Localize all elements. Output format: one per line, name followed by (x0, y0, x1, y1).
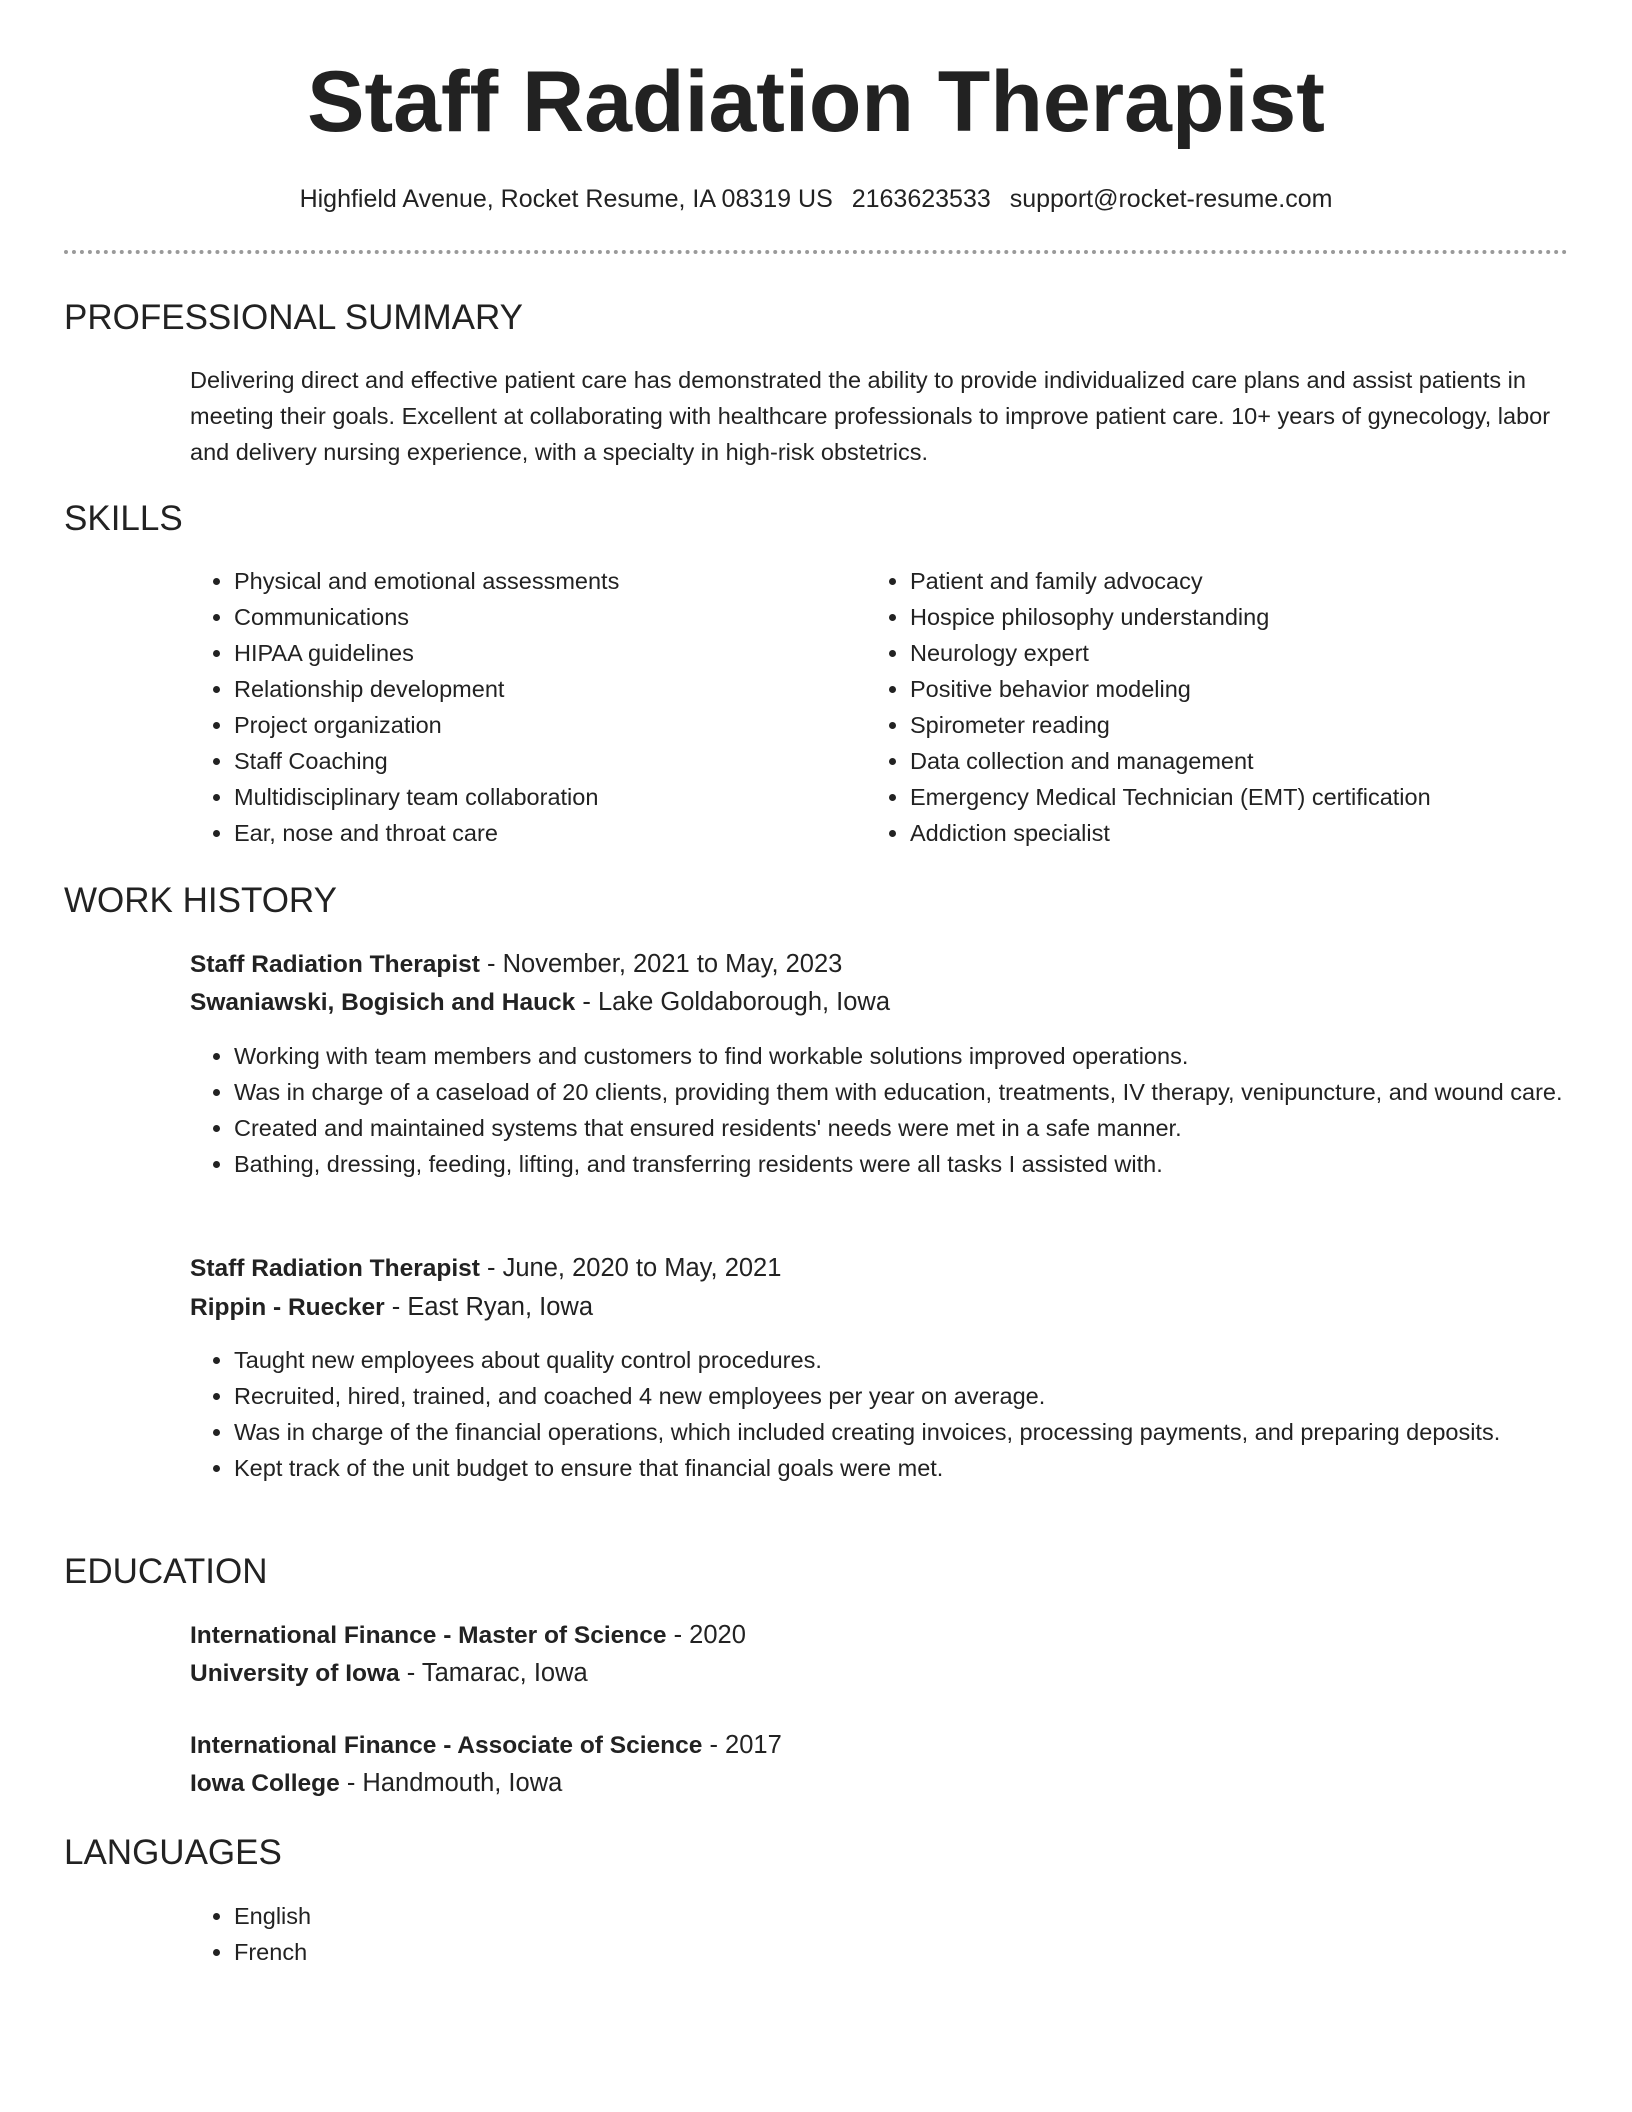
job-bullet: • Recruited, hired, trained, and coached 4 new employees per year on average. (234, 1378, 1540, 1414)
skills-heading: SKILLS (64, 499, 183, 538)
job-title-line (190, 1250, 781, 1287)
education-year: - 2020 (666, 1621, 746, 1649)
work-heading: WORK HISTORY (64, 881, 337, 920)
job-title-line (190, 946, 842, 983)
job-bullets (190, 1038, 1570, 1182)
language-item: • English (234, 1898, 834, 1934)
job-bullet: • Was in charge of the financial operations, which included creating invoices, processing payments, and preparing deposits. (234, 1414, 1540, 1450)
skill-item: • HIPAA guidelines (234, 635, 834, 671)
job-bullet: • Taught new employees about quality control procedures. (234, 1342, 1540, 1378)
job-bullets (190, 1342, 1540, 1486)
languages-list (190, 1898, 834, 1970)
education-degree-line (190, 1617, 746, 1654)
skill-item: • Patient and family advocacy (910, 563, 1590, 599)
summary-heading: PROFESSIONAL SUMMARY (64, 298, 523, 337)
education-year: - 2017 (702, 1731, 782, 1759)
skill-item: • Emergency Medical Technician (EMT) certification (910, 779, 1590, 815)
candidate-name: Staff Radiation Therapist (307, 54, 1325, 150)
job-bullet: • Was in charge of a caseload of 20 clients, providing them with education, treatments, IV therapy, venipuncture, and wound care. (234, 1074, 1570, 1110)
job-company-line (190, 1289, 593, 1326)
skill-item: • Project organization (234, 707, 834, 743)
contact-line (0, 182, 1632, 216)
header-divider (64, 250, 1568, 254)
job-bullet: • Created and maintained systems that ensured residents' needs were met in a safe manner. (234, 1110, 1570, 1146)
job-bullet: • Kept track of the unit budget to ensure that financial goals were met. (234, 1450, 1540, 1486)
job-location: - East Ryan, Iowa (384, 1293, 594, 1321)
job-company-line (190, 984, 890, 1021)
skill-item: • Multidisciplinary team collaboration (234, 779, 834, 815)
skills-list-right (866, 563, 1590, 851)
contact-phone: 2163623533 (851, 185, 991, 213)
skill-item: • Staff Coaching (234, 743, 834, 779)
skill-item: • Ear, nose and throat care (234, 815, 834, 851)
skill-item: • Hospice philosophy understanding (910, 599, 1590, 635)
skill-item: • Spirometer reading (910, 707, 1590, 743)
skills-list-left (190, 563, 834, 851)
job-dates: - November, 2021 to May, 2023 (479, 950, 843, 978)
job-dates: - June, 2020 to May, 2021 (479, 1254, 782, 1282)
education-degree-line (190, 1727, 782, 1764)
education-degree: International Finance - Associate of Science (190, 1732, 703, 1759)
job-company: Swaniawski, Bogisich and Hauck (190, 989, 576, 1016)
skill-item: • Neurology expert (910, 635, 1590, 671)
summary-text: Delivering direct and effective patient care has demonstrated the ability to provide individualized care plans and assist patients in meeting their goals. Excellent at collaborating with healthcare professionals to improve patient care. 10+ years of gynecology, labor and delivery nursing experience, with a specialty in high-risk obstetrics. (190, 367, 1551, 465)
job-location: - Lake Goldaborough, Iowa (575, 988, 891, 1016)
skill-item: • Addiction specialist (910, 815, 1590, 851)
education-location: - Tamarac, Iowa (399, 1659, 588, 1687)
skill-item: • Relationship development (234, 671, 834, 707)
job-title: Staff Radiation Therapist (190, 1255, 480, 1282)
job-bullet: • Working with team members and customers to find workable solutions improved operations. (234, 1038, 1570, 1074)
job-title: Staff Radiation Therapist (190, 951, 480, 978)
education-school: University of Iowa (190, 1660, 400, 1687)
education-heading: EDUCATION (64, 1552, 268, 1591)
education-school: Iowa College (190, 1770, 340, 1797)
job-bullet: • Bathing, dressing, feeding, lifting, and transferring residents were all tasks I assisted with. (234, 1146, 1570, 1182)
skill-item: • Positive behavior modeling (910, 671, 1590, 707)
education-location: - Handmouth, Iowa (339, 1769, 563, 1797)
language-item: • French (234, 1934, 834, 1970)
skill-item: • Communications (234, 599, 834, 635)
education-school-line (190, 1655, 588, 1692)
education-degree: International Finance - Master of Science (190, 1622, 667, 1649)
education-school-line (190, 1765, 562, 1802)
contact-email: support@rocket-resume.com (1009, 185, 1333, 213)
contact-address: Highfield Avenue, Rocket Resume, IA 08319 US (299, 185, 833, 213)
skill-item: • Physical and emotional assessments (234, 563, 834, 599)
job-company: Rippin - Ruecker (190, 1294, 385, 1321)
skill-item: • Data collection and management (910, 743, 1590, 779)
languages-heading: LANGUAGES (64, 1833, 282, 1872)
